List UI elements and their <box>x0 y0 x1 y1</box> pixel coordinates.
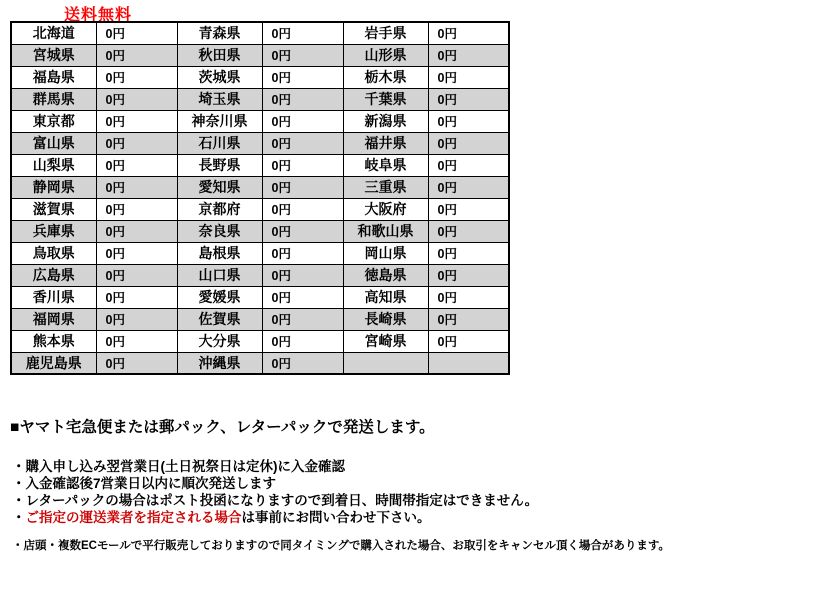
fee-cell: 0円 <box>428 242 509 264</box>
prefecture-cell: 長崎県 <box>343 308 428 330</box>
prefecture-cell: 山形県 <box>343 44 428 66</box>
prefecture-cell: 香川県 <box>11 286 96 308</box>
fee-cell: 0円 <box>96 132 177 154</box>
fee-cell: 0円 <box>262 220 343 242</box>
shipping-fee-table <box>10 21 510 375</box>
prefecture-cell: 滋賀県 <box>11 198 96 220</box>
prefecture-cell: 宮崎県 <box>343 330 428 352</box>
fee-cell: 0円 <box>96 66 177 88</box>
prefecture-cell: 鳥取県 <box>11 242 96 264</box>
prefecture-cell: 石川県 <box>177 132 262 154</box>
table-row <box>11 286 509 308</box>
prefecture-cell: 群馬県 <box>11 88 96 110</box>
fee-cell: 0円 <box>96 154 177 176</box>
prefecture-cell: 東京都 <box>11 110 96 132</box>
fee-cell: 0円 <box>96 264 177 286</box>
shipping-note-item <box>12 475 538 492</box>
prefecture-cell: 兵庫県 <box>11 220 96 242</box>
prefecture-cell: 茨城県 <box>177 66 262 88</box>
prefecture-cell: 宮城県 <box>11 44 96 66</box>
table-row <box>11 66 509 88</box>
table-row <box>11 154 509 176</box>
fee-cell: 0円 <box>96 44 177 66</box>
fee-cell: 0円 <box>428 330 509 352</box>
fee-cell: 0円 <box>428 220 509 242</box>
fee-cell: 0円 <box>96 198 177 220</box>
fee-cell: 0円 <box>428 110 509 132</box>
fee-cell: 0円 <box>428 308 509 330</box>
prefecture-cell: 新潟県 <box>343 110 428 132</box>
fee-cell: 0円 <box>262 176 343 198</box>
prefecture-cell: 大阪府 <box>343 198 428 220</box>
fee-cell: 0円 <box>262 286 343 308</box>
prefecture-cell: 高知県 <box>343 286 428 308</box>
prefecture-cell: 三重県 <box>343 176 428 198</box>
prefecture-cell: 福島県 <box>11 66 96 88</box>
shipping-fee-table-body <box>11 22 509 374</box>
prefecture-cell: 愛知県 <box>177 176 262 198</box>
note-text: 購入申し込み翌営業日(土日祝祭日は定休)に入金確認 <box>25 459 345 474</box>
fee-cell: 0円 <box>428 66 509 88</box>
fee-cell: 0円 <box>262 110 343 132</box>
prefecture-cell: 岩手県 <box>343 22 428 44</box>
table-row <box>11 22 509 44</box>
note-text: は事前にお問い合わせ下さい。 <box>241 510 431 525</box>
shipping-note-item <box>12 492 538 509</box>
fee-cell: 0円 <box>428 264 509 286</box>
prefecture-cell: 栃木県 <box>343 66 428 88</box>
fee-cell: 0円 <box>428 44 509 66</box>
prefecture-cell: 岡山県 <box>343 242 428 264</box>
table-row <box>11 176 509 198</box>
table-row <box>11 110 509 132</box>
prefecture-cell: 岐阜県 <box>343 154 428 176</box>
table-row <box>11 198 509 220</box>
prefecture-cell: 千葉県 <box>343 88 428 110</box>
fee-cell: 0円 <box>96 352 177 374</box>
prefecture-cell: 奈良県 <box>177 220 262 242</box>
table-row <box>11 308 509 330</box>
fee-cell: 0円 <box>262 264 343 286</box>
prefecture-cell: 島根県 <box>177 242 262 264</box>
bullet-marker: ・ <box>12 459 26 474</box>
fee-cell: 0円 <box>428 88 509 110</box>
note-text: レターパックの場合はポスト投函になりますので到着日、時間帯指定はできません。 <box>25 493 539 508</box>
prefecture-cell: 福井県 <box>343 132 428 154</box>
bullet-marker: ・ <box>12 493 26 508</box>
fee-cell: 0円 <box>96 22 177 44</box>
prefecture-cell: 埼玉県 <box>177 88 262 110</box>
fee-cell: 0円 <box>96 88 177 110</box>
fee-cell: 0円 <box>262 66 343 88</box>
prefecture-cell: 鹿児島県 <box>11 352 96 374</box>
note-red-text: ご指定の運送業者を指定される場合 <box>25 510 242 525</box>
prefecture-cell: 沖縄県 <box>177 352 262 374</box>
fee-cell: 0円 <box>262 308 343 330</box>
prefecture-cell: 和歌山県 <box>343 220 428 242</box>
fee-cell: 0円 <box>428 198 509 220</box>
table-row <box>11 220 509 242</box>
fee-cell: 0円 <box>262 242 343 264</box>
prefecture-cell: 山梨県 <box>11 154 96 176</box>
fee-cell: 0円 <box>428 286 509 308</box>
table-row <box>11 264 509 286</box>
fee-cell: 0円 <box>262 22 343 44</box>
prefecture-cell: 熊本県 <box>11 330 96 352</box>
shipping-method-heading: ■ヤマト宅急便または郵パック、レターパックで発送します。 <box>10 419 435 436</box>
fee-cell: 0円 <box>96 220 177 242</box>
prefecture-cell: 青森県 <box>177 22 262 44</box>
fee-cell: 0円 <box>262 330 343 352</box>
table-row <box>11 44 509 66</box>
prefecture-cell: 富山県 <box>11 132 96 154</box>
fee-cell: 0円 <box>262 352 343 374</box>
fee-cell: 0円 <box>428 176 509 198</box>
fee-cell: 0円 <box>262 44 343 66</box>
fee-cell: 0円 <box>428 132 509 154</box>
prefecture-cell: 徳島県 <box>343 264 428 286</box>
cancellation-footnote: ・店頭・複数ECモールで平行販売しておりますので同タイミングで購入された場合、お取引をキャンセル頂く場合があります。 <box>12 540 670 552</box>
note-text: 入金確認後7営業日以内に順次発送します <box>25 476 277 491</box>
fee-cell: 0円 <box>428 154 509 176</box>
prefecture-cell: 北海道 <box>11 22 96 44</box>
table-row <box>11 132 509 154</box>
prefecture-cell: 秋田県 <box>177 44 262 66</box>
table-row <box>11 242 509 264</box>
fee-cell: 0円 <box>96 242 177 264</box>
prefecture-cell: 山口県 <box>177 264 262 286</box>
fee-cell: 0円 <box>262 132 343 154</box>
fee-cell: 0円 <box>262 198 343 220</box>
fee-cell <box>428 352 509 374</box>
shipping-notes-list <box>12 458 538 526</box>
bullet-marker: ・ <box>12 476 26 491</box>
prefecture-cell: 広島県 <box>11 264 96 286</box>
prefecture-cell: 佐賀県 <box>177 308 262 330</box>
free-shipping-label: 送料無料 <box>64 7 133 24</box>
fee-cell: 0円 <box>96 308 177 330</box>
prefecture-cell: 神奈川県 <box>177 110 262 132</box>
prefecture-cell: 福岡県 <box>11 308 96 330</box>
table-row <box>11 330 509 352</box>
fee-cell: 0円 <box>428 22 509 44</box>
shipping-note-item <box>12 458 538 475</box>
table-row <box>11 88 509 110</box>
fee-cell: 0円 <box>96 176 177 198</box>
prefecture-cell <box>343 352 428 374</box>
shipping-note-item <box>12 509 538 526</box>
prefecture-cell: 大分県 <box>177 330 262 352</box>
bullet-marker: ・ <box>12 510 26 525</box>
prefecture-cell: 静岡県 <box>11 176 96 198</box>
prefecture-cell: 愛媛県 <box>177 286 262 308</box>
fee-cell: 0円 <box>96 286 177 308</box>
fee-cell: 0円 <box>96 110 177 132</box>
prefecture-cell: 長野県 <box>177 154 262 176</box>
fee-cell: 0円 <box>262 88 343 110</box>
fee-cell: 0円 <box>96 330 177 352</box>
table-row <box>11 352 509 374</box>
fee-cell: 0円 <box>262 154 343 176</box>
prefecture-cell: 京都府 <box>177 198 262 220</box>
